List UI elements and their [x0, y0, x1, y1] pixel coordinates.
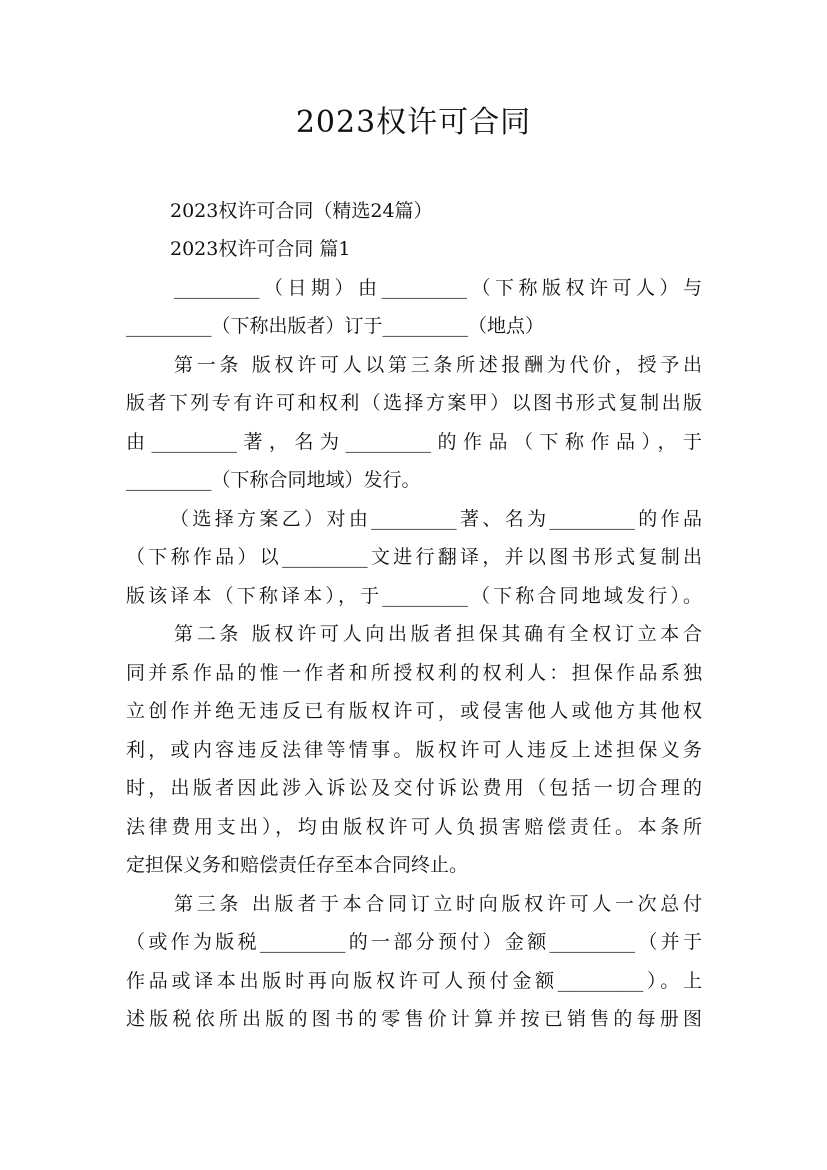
- paragraph-line: _________（日期）由_________（下称版权许可人）与: [174, 277, 702, 299]
- paragraph-line: （选择方案乙）对由_________著、名为_________的作品: [170, 508, 702, 530]
- paragraph-line: 版者下列专有许可和权利（选择方案甲）以图书形式复制出版: [126, 392, 702, 414]
- document-title: 2023权许可合同: [295, 105, 532, 140]
- paragraph-line: 立创作并绝无违反已有版权许可，或侵害他人或他方其他权: [126, 700, 702, 722]
- subtitle-line: 2023权许可合同（精选24篇）: [170, 200, 433, 222]
- paragraph-line: _________（下称合同地域）发行。: [126, 469, 421, 491]
- paragraph-line: 作品或译本出版时再向版权许可人预付金额_________）。上: [126, 970, 702, 992]
- paragraph-line: 第二条 版权许可人向出版者担保其确有全权订立本合: [174, 623, 702, 645]
- paragraph-line: 由_________著，名为_________的作品（下称作品），于: [126, 431, 702, 453]
- paragraph-line: 同并系作品的惟一作者和所授权利的权利人：担保作品系独: [126, 662, 702, 684]
- paragraph-line: 版该译本（下称译本），于_________（下称合同地域发行）。: [126, 585, 702, 607]
- paragraph-line: （或作为版税_________的一部分预付）金额_________（并于: [126, 931, 702, 953]
- paragraph-line: 第三条 出版者于本合同订立时向版权许可人一次总付: [174, 893, 702, 915]
- paragraph-line: _________（下称出版者）订于_________（地点）: [126, 315, 545, 337]
- paragraph-line: 定担保义务和赔偿责任存至本合同终止。: [126, 854, 469, 876]
- paragraph-line: （下称作品）以_________文进行翻译，并以图书形式复制出: [126, 546, 702, 568]
- paragraph-line: 利，或内容违反法律等情事。版权许可人违反上述担保义务: [126, 739, 702, 761]
- section-heading: 2023权许可合同 篇1: [170, 238, 351, 260]
- paragraph-line: 述版税依所出版的图书的零售价计算并按已销售的每册图: [126, 1008, 702, 1030]
- paragraph-line: 时，出版者因此涉入诉讼及交付诉讼费用（包括一切合理的: [126, 777, 702, 799]
- paragraph-line: 第一条 版权许可人以第三条所述报酬为代价，授予出: [174, 354, 702, 376]
- paragraph-line: 法律费用支出），均由版权许可人负损害赔偿责任。本条所: [126, 816, 702, 838]
